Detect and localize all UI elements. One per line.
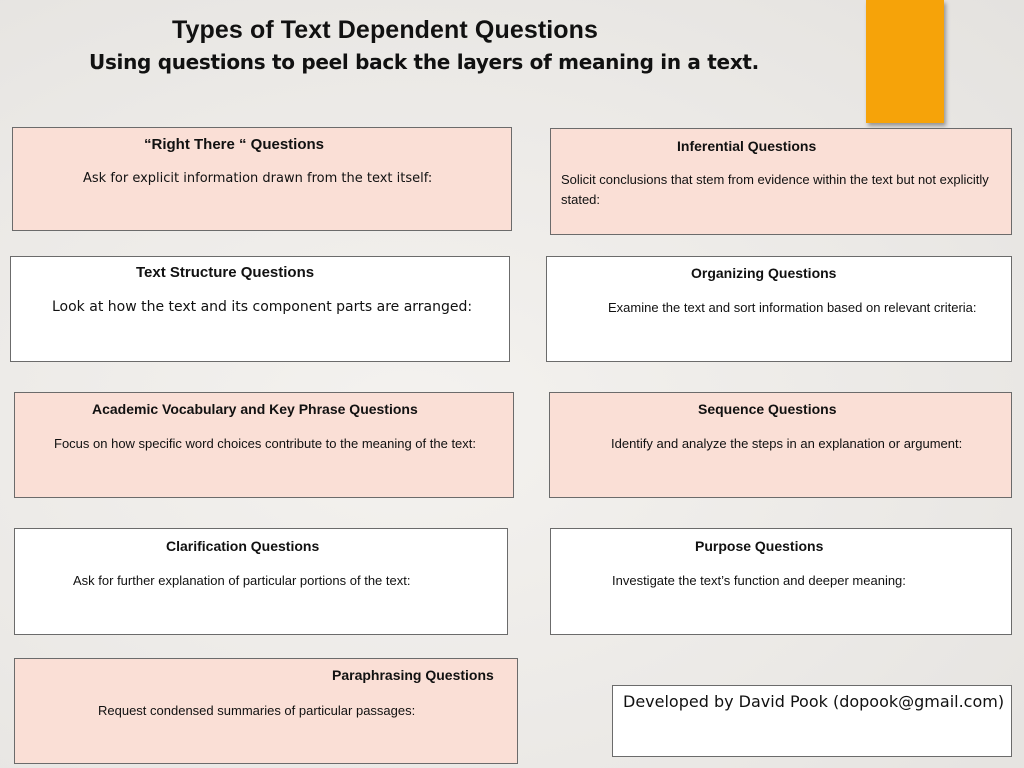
card-title: Sequence Questions <box>698 401 837 417</box>
page-subtitle: Using questions to peel back the layers of meaning in a text. <box>89 50 759 74</box>
card-description: Focus on how specific word choices contribute to the meaning of the text: <box>54 436 477 451</box>
card-title: Academic Vocabulary and Key Phrase Questions <box>92 401 418 417</box>
card-paraphrasing-questions <box>14 658 518 764</box>
card-clarification-questions <box>14 528 508 635</box>
card-description: Solicit conclusions that stem from evidence within the text but not explicitly stated: <box>561 172 989 207</box>
card-description: Examine the text and sort information based on relevant criteria: <box>608 300 977 315</box>
page-title: Types of Text Dependent Questions <box>172 16 599 44</box>
card-title: Purpose Questions <box>695 538 824 554</box>
card-description: Ask for further explanation of particular portions of the text: <box>73 573 411 588</box>
card-text-structure-questions <box>10 256 510 362</box>
card-title: Clarification Questions <box>166 538 320 554</box>
card-purpose-questions <box>550 528 1012 635</box>
card-title: Organizing Questions <box>691 265 837 281</box>
accent-tab <box>866 0 944 123</box>
card-sequence-questions <box>549 392 1012 498</box>
card-title: “Right There “ Questions <box>144 136 325 153</box>
card-description: Ask for explicit information drawn from the text itself: <box>83 171 433 186</box>
credit-text: Developed by David Pook (dopook@gmail.com) <box>623 692 1005 711</box>
card-title: Paraphrasing Questions <box>332 667 494 683</box>
card-description: Request condensed summaries of particular passages: <box>98 703 416 718</box>
card-title: Inferential Questions <box>677 138 817 154</box>
card-title: Text Structure Questions <box>136 264 315 281</box>
card-description: Look at how the text and its component parts are arranged: <box>52 299 473 315</box>
card-description: Identify and analyze the steps in an explanation or argument: <box>611 436 963 451</box>
card-right-there-questions <box>12 127 512 231</box>
card-description: Investigate the text’s function and deeper meaning: <box>612 573 906 588</box>
card-organizing-questions <box>546 256 1012 362</box>
card-inferential-questions <box>550 128 1012 235</box>
card-academic-vocabulary-questions <box>14 392 514 498</box>
credit-box <box>612 685 1012 757</box>
